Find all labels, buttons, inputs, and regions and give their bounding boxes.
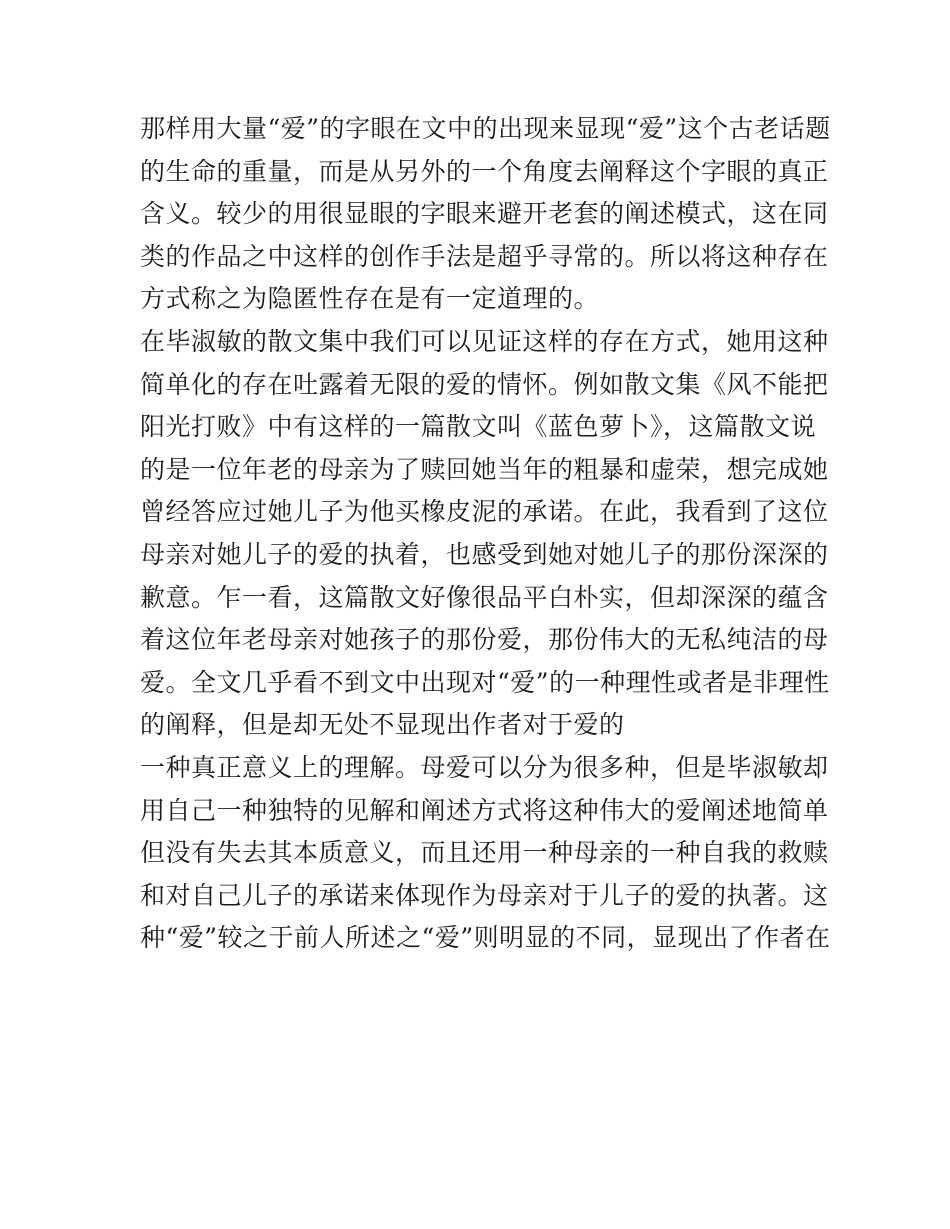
text-line: 的是一位年老的母亲为了赎回她当年的粗暴和虚荣，想完成她 bbox=[140, 454, 829, 484]
text-line: 爱。全文几乎看不到文中出现对“爱”的一种理性或者是非理性 bbox=[140, 667, 830, 697]
body-text bbox=[140, 108, 831, 960]
text-line: 类的作品之中这样的创作手法是超乎寻常的。所以将这种存在 bbox=[140, 241, 829, 271]
text-line: 阳光打败》中有这样的一篇散文叫《蓝色萝卜》，这篇散文说 bbox=[140, 412, 817, 442]
text-line: 和对自己儿子的承诺来体现作为母亲对于儿子的爱的执著。这 bbox=[140, 880, 829, 910]
text-line: 那样用大量“爱”的字眼在文中的出现来显现“爱”这个古老话题 bbox=[140, 114, 831, 143]
text-line: 一种真正意义上的理解。母爱可以分为很多种，但是毕淑敏却 bbox=[140, 752, 829, 782]
text-line: 但没有失去其本质意义，而且还用一种母亲的一种自我的救赎 bbox=[140, 838, 829, 868]
text-line: 的生命的重量，而是从另外的一个角度去阐释这个字眼的真正 bbox=[140, 156, 829, 186]
text-line: 方式称之为隐匿性存在是有一定道理的。 bbox=[140, 284, 600, 314]
text-line: 着这位年老母亲对她孩子的那份爱，那份伟大的无私纯洁的母 bbox=[140, 625, 829, 655]
text-line: 简单化的存在吐露着无限的爱的情怀。例如散文集《风不能把 bbox=[140, 369, 829, 399]
text-line: 歉意。乍一看，这篇散文好像很品平白朴实，但却深深的蕴含 bbox=[140, 582, 829, 612]
text-line: 用自己一种独特的见解和阐述方式将这种伟大的爱阐述地简单 bbox=[140, 795, 829, 825]
text-line: 在毕淑敏的散文集中我们可以见证这样的存在方式，她用这种 bbox=[140, 326, 829, 356]
text-line: 母亲对她儿子的爱的执着，也感受到她对她儿子的那份深深的 bbox=[140, 539, 829, 569]
text-line: 种“爱”较之于前人所述之“爱”则明显的不同，显现出了作者在 bbox=[140, 923, 831, 953]
text-line: 曾经答应过她儿子为他买橡皮泥的承诺。在此，我看到了这位 bbox=[140, 497, 829, 527]
text-line: 含义。较少的用很显眼的字眼来避开老套的阐述模式，这在同 bbox=[140, 199, 829, 229]
text-line: 的阐释，但是却无处不显现出作者对于爱的 bbox=[140, 710, 625, 740]
